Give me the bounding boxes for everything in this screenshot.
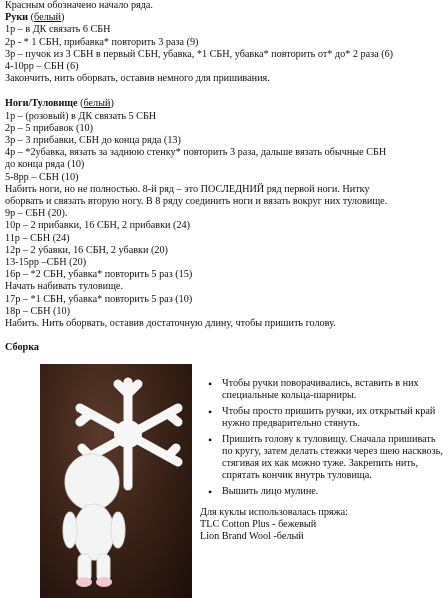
legs-row: 11р – СБН (24) (5, 232, 70, 244)
doll-right-foot (96, 577, 112, 587)
yarn-item: TLC Cotton Plus - бежевый (200, 519, 317, 530)
legs-row: Набить. Нить оборвать, оставив достаточную длину, чтобы пришить голову. (5, 318, 336, 330)
legs-row: Набить ноги, но не полностью. 8-й ряд – это ПОСЛЕДНИЙ ряд первой ноги. Нитку (5, 183, 370, 195)
assembly-step: • Вышить лицо мулине. (208, 486, 446, 498)
legs-row: до конца ряда (10) (5, 159, 85, 171)
doll-photo (40, 364, 192, 598)
legs-row: Начать набивать туловище. (5, 281, 123, 293)
legs-color: белый (83, 98, 111, 110)
legs-row: 2р – 5 прибавок (10) (5, 122, 94, 134)
arms-row: 2р - * 1 СБН, прибавка* повторить 3 раза (9) (5, 36, 199, 48)
legs-heading (5, 98, 445, 110)
arms-title: Руки (5, 12, 29, 24)
legs-row: 10р – 2 прибавки, 16 СБН, 2 прибавки (24) (5, 220, 191, 232)
assembly-section (0, 364, 448, 598)
doll-figure (63, 454, 125, 582)
arms-row: 4-10рр – СБН (6) (5, 61, 79, 73)
pattern-text (5, 0, 445, 354)
snowflake-center (114, 420, 142, 448)
spacer (5, 85, 445, 91)
doll-left-foot (76, 577, 92, 587)
intro-note: Красным обозначено начало ряда. (5, 0, 153, 11)
legs-row: 3р – 3 прибавки, СБН до конца ряда (13) (5, 135, 181, 147)
arms-heading (5, 12, 445, 24)
arms-row: 3р – пучок из 3 СБН в первый СБН, убавка, *1 СБН, убавка* повторить от* до* 2 раза (6) (5, 48, 394, 60)
yarn-info (200, 507, 348, 543)
assembly-step: • Чтобы ручки поворачивались, вставить в них специальные кольца-шарниры. (208, 378, 446, 402)
legs-color-wrap: (белый) (80, 98, 114, 110)
assembly-title: Сборка (5, 342, 40, 354)
legs-row: 9р – СБН (20). (5, 208, 68, 220)
legs-row: 12р – 2 убавки, 16 СБН, 2 убавки (20) (5, 244, 168, 256)
legs-row: оборвать и связать вторую ногу. В 8 ряду соединить ноги и вязать вокруг них туловище. (5, 196, 388, 208)
assembly-steps (208, 378, 446, 502)
legs-row: 4р – *2убавка, вязать за заднюю стенку* повторить 3 раза, дальше вязать обычные СБН (5, 147, 387, 159)
legs-row: 16р – *2 СБН, убавка* повторить 5 раз (15) (5, 269, 193, 281)
arms-color: белый (34, 12, 61, 24)
yarn-heading: Для куклы использовалась пряжа: (200, 507, 348, 518)
doll-illustration (40, 364, 192, 598)
legs-row: 18р – СБН (10) (5, 305, 70, 317)
legs-title: Ноги/Туловище (5, 98, 78, 110)
legs-row: 13-15рр –СБН (20) (5, 257, 87, 269)
arms-row: 1р – в ДК связать 6 СБН (5, 24, 111, 36)
arms-row: Закончить, нить оборвать, оставив немного для пришивания. (5, 73, 270, 85)
yarn-item: Lion Brand Wool -белый (200, 531, 304, 542)
legs-row: 17р – *1 СБН, убавка* повторить 5 раз (10) (5, 293, 193, 305)
assembly-step: • Пришить голову к туловищу. Сначала пришивать по кругу, затем делать стежки через шею насквозь, стягивая их как можно туже. Закрепить нить, спрятать кончик внутрь туловища. (208, 434, 446, 482)
legs-row: 1р – (розовый) в ДК связать 5 СБН (5, 110, 157, 122)
assembly-step: • Чтобы просто пришить ручки, их открытый край нужно предварительно стянуть. (208, 406, 446, 430)
legs-row: 5-8рр – СБН (10) (5, 171, 79, 183)
arms-color-wrap: (белый) (30, 12, 65, 24)
